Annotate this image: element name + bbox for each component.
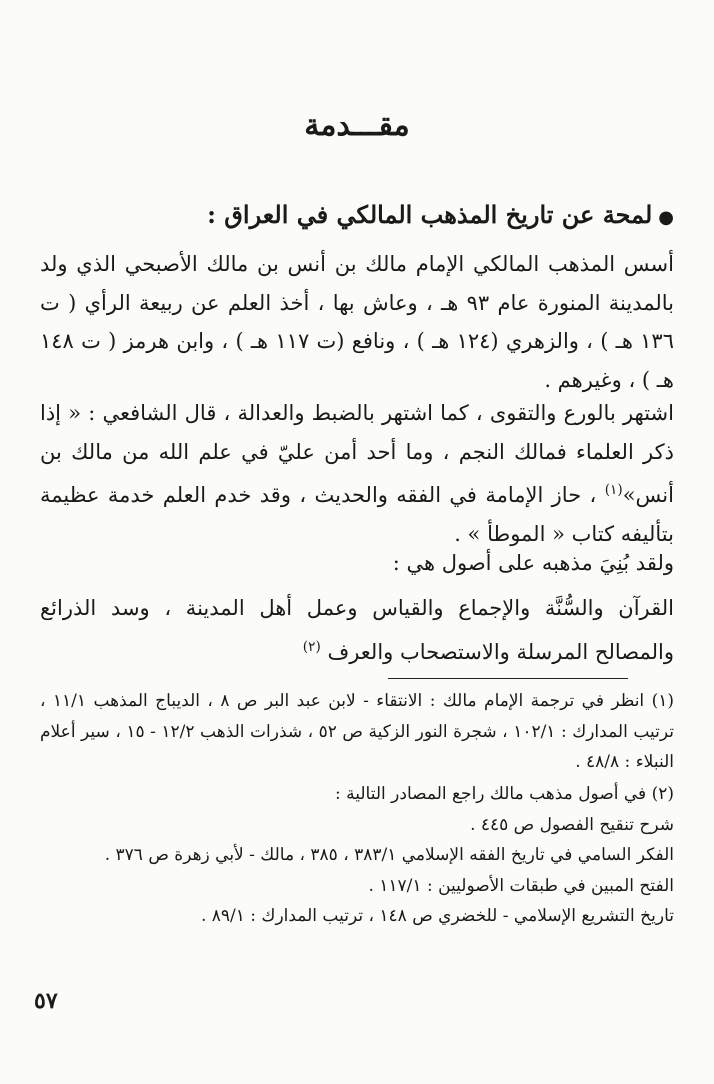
footnote-2-item: تاريخ التشريع الإسلامي - للخضري ص ١٤٨ ، ترتيب المدارك : ٨٩/١ . (200, 906, 674, 926)
chapter-title: مقـــدمة (304, 108, 410, 143)
footnote-divider (388, 678, 628, 679)
paragraph-origins: أسس المذهب المالكي الإمام مالك بن أنس بن مالك الأصبحي الذي ولد بالمدينة المنورة عام ٩٣ هـ ، وعاش بها ، أخذ العلم عن ربيعة الرأي ( ت ١٣٦ هـ ) ، والزهري (١٢٤ هـ ) ، ونافع (ت ١١٧ هـ ) ، وابن هرمز ( ت ١٤٨ هـ ) ، وغيرهم . (40, 252, 674, 392)
paragraph-reputation-text: اشتهر بالورع والتقوى ، كما اشتهر بالضبط والعدالة ، قال الشافعي : « إذا ذكر العلماء فمالك النجم ، وما أحد أمن عليّ في علم الله من مالك بن أنس» (40, 401, 674, 507)
section-heading (207, 200, 674, 229)
footnote-2-item: الفكر السامي في تاريخ الفقه الإسلامي ٣٨٣/١ ، ٣٨٥ ، مالك - لأبي زهرة ص ٣٧٦ . (104, 845, 674, 865)
paragraph-foundations (40, 589, 674, 671)
page-number: ٥٧ (34, 988, 58, 1014)
footnote-2-intro: (٢) في أصول مذهب مالك راجع المصادر التالية : (335, 784, 674, 804)
footnote-ref-1: (١) (604, 482, 623, 498)
footnote-2 (40, 779, 674, 932)
paragraph-foundations-text: القرآن والسُّنَّة والإجماع والقياس وعمل أهل المدينة ، وسد الذرائع والمصالح المرسلة والاستصحاب والعرف (40, 596, 674, 664)
paragraph-reputation-tail: ، حاز الإمامة في الفقه والحديث ، وقد خدم العلم خدمة عظيمة بتأليفه كتاب « الموطأ » . (40, 483, 674, 546)
paragraph-foundations-intro: ولقد بُنِيَ مذهبه على أصول هي : (392, 551, 674, 575)
footnote-1: (١) انظر في ترجمة الإمام مالك : الانتقاء - لابن عبد البر ص ٨ ، الديباج المذهب ١١/١ ، ترتيب المدارك : ١٠٢/١ ، شجرة النور الزكية ص ٥٢ ، شذرات الذهب ١٢/٢ - ١٥ ، سير أعلام النبلاء : ٤٨/٨ . (40, 691, 674, 772)
bullet-icon: ● (658, 207, 674, 228)
footnote-2-item: الفتح المبين في طبقات الأصوليين : ١١٧/١ . (368, 875, 674, 896)
footnote-2-item: شرح تنقيح الفصول ص ٤٤٥ . (470, 814, 674, 835)
paragraph-reputation (40, 394, 674, 553)
footnote-ref-2: (٢) (302, 638, 321, 655)
section-heading-text: لمحة عن تاريخ المذهب المالكي في العراق : (207, 200, 653, 229)
